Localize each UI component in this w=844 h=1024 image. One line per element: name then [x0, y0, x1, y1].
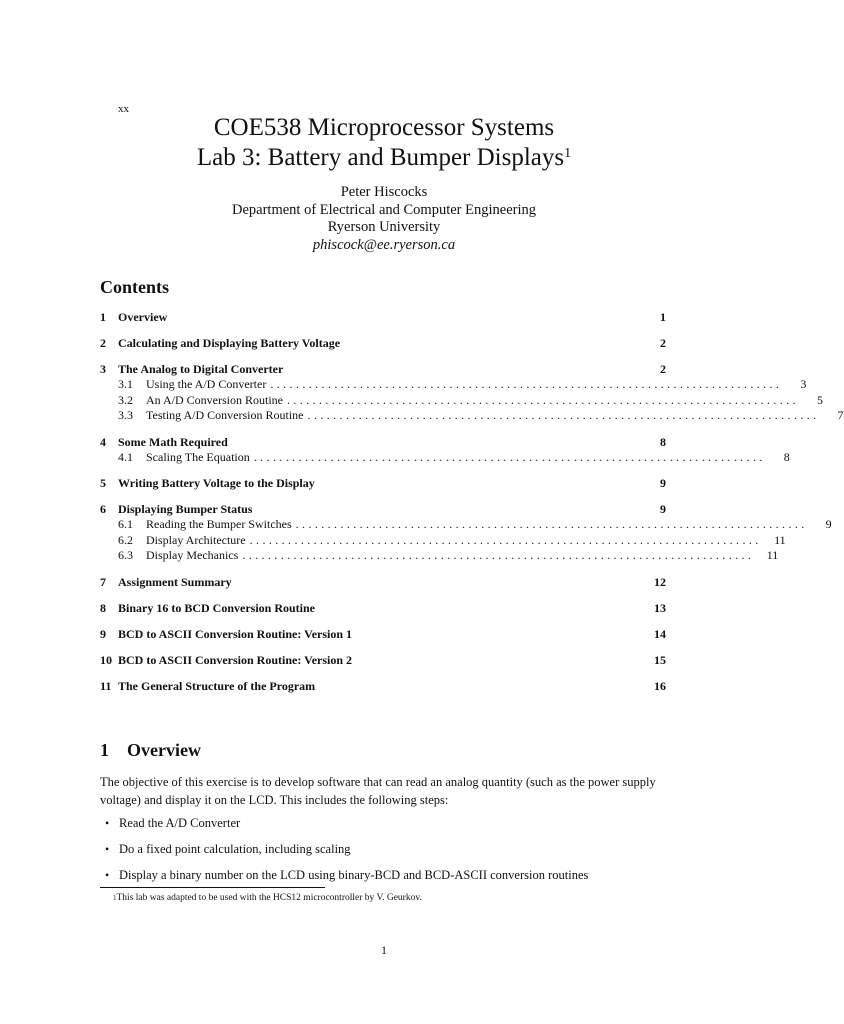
toc-subentry-title: Testing A/D Conversion Routine: [146, 408, 304, 422]
title-lab-text: Lab 3: Battery and Bumper Displays: [196, 144, 565, 171]
toc-entry-title: Binary 16 to BCD Conversion Routine: [118, 600, 316, 615]
toc-entry-title: Assignment Summary: [118, 574, 232, 589]
toc-entry-title: BCD to ASCII Conversion Routine: Version 2: [118, 652, 353, 667]
list-item: [105, 815, 665, 841]
title-footnote-marker: 1: [564, 146, 572, 161]
section-heading-overview: [100, 740, 201, 761]
toc-entry[interactable]: [100, 475, 666, 491]
toc-subentry-number: 6.1: [118, 517, 133, 531]
overview-bullet-list: [105, 815, 665, 893]
toc-entry-page: 8: [660, 434, 666, 449]
toc-entry-page: 12: [654, 574, 666, 589]
toc-section: [100, 652, 666, 668]
toc-entry-page: 2: [660, 336, 666, 350]
bullet-icon: •: [105, 816, 110, 830]
toc-subentry-page: 7: [837, 408, 844, 422]
toc-subentry[interactable]: [100, 392, 823, 409]
toc-subentry-number: 3.1: [118, 377, 133, 391]
toc-entry-number: 10: [100, 652, 112, 667]
toc-entry-title: Displaying Bumper Status: [118, 502, 253, 516]
toc-entry-number: 2: [100, 336, 106, 350]
toc-subentry-page: 11: [774, 532, 786, 547]
author-email: phiscock@ee.ryerson.ca: [312, 237, 456, 253]
section-number: 1: [100, 740, 109, 760]
toc-entry-number: 8: [100, 600, 106, 615]
toc-entry-page: 16: [654, 678, 666, 693]
list-item: [105, 867, 665, 893]
toc-section: [100, 309, 666, 325]
toc-entry-title: Overview: [118, 310, 168, 324]
toc-section: [100, 475, 666, 491]
toc-entry[interactable]: [100, 434, 666, 450]
toc-leader-dots: ................................................................................: [253, 449, 766, 464]
toc-subentry-page: 8: [783, 449, 790, 464]
bullet-icon: •: [105, 868, 110, 882]
toc-leader-dots: ................................................................................: [287, 392, 799, 407]
toc-entry-number: 3: [100, 362, 106, 376]
toc-entry-number: 5: [100, 476, 106, 490]
toc-entry-page: 13: [654, 600, 666, 615]
list-item: [105, 841, 665, 867]
toc-entry-number: 6: [100, 502, 106, 516]
toc-section: [100, 434, 790, 466]
toc-entry-title: BCD to ASCII Conversion Routine: Version 1: [118, 626, 353, 641]
toc-subentry[interactable]: [100, 517, 832, 533]
toc-subentry-page: 5: [817, 392, 823, 407]
author-name: Peter Hiscocks: [340, 184, 428, 200]
toc-entry[interactable]: [100, 574, 666, 590]
toc-entry-number: 9: [100, 626, 106, 641]
toc-subentry-title: An A/D Conversion Routine: [146, 392, 283, 407]
toc-leader-dots: ................................................................................: [307, 408, 820, 422]
toc-entry[interactable]: [100, 501, 666, 517]
author-department: Department of Electrical and Computer Engineering: [232, 202, 536, 218]
section-title: Overview: [127, 740, 201, 760]
toc-leader-dots: ................................................................................: [270, 377, 783, 391]
list-item-text: Read the A/D Converter: [119, 816, 241, 830]
toc-section: [100, 501, 832, 564]
toc-entry-page: 9: [660, 502, 666, 516]
toc-subentry-number: 3.2: [118, 392, 133, 407]
toc-entry-page: 9: [660, 476, 666, 490]
toc-subentry-title: Display Architecture: [146, 532, 246, 547]
toc-entry-page: 14: [654, 626, 666, 641]
toc-entry-page: 1: [660, 310, 666, 324]
toc-entry-page: 15: [654, 652, 666, 667]
corner-mark: xx: [118, 103, 129, 115]
toc-entry-page: 2: [660, 362, 666, 376]
toc-entry[interactable]: [100, 678, 666, 694]
toc-subentry-page: 3: [800, 377, 807, 391]
toc-subentry-title: Display Mechanics: [146, 548, 239, 562]
toc-subentry[interactable]: [100, 449, 790, 466]
toc-subentry-title: Using the A/D Converter: [146, 377, 267, 391]
toc-leader-dots: ................................................................................: [249, 532, 762, 547]
toc-leader-dots: ................................................................................: [242, 548, 755, 562]
list-item-text: Display a binary number on the LCD using binary-BCD and BCD-ASCII conversion routines: [119, 868, 589, 882]
toc-entry-number: 7: [100, 574, 106, 589]
bullet-icon: •: [105, 842, 110, 856]
toc-entry[interactable]: [100, 652, 666, 668]
table-of-contents: [100, 309, 844, 704]
toc-entry[interactable]: [100, 309, 666, 325]
toc-subentry-page: 11: [766, 548, 779, 562]
toc-section: [100, 678, 666, 694]
toc-subentry[interactable]: [100, 532, 786, 549]
toc-section: [100, 626, 666, 642]
page-number: 1: [381, 943, 387, 957]
toc-entry-title: Calculating and Displaying Battery Voltage: [118, 336, 341, 350]
toc-subentry-number: 4.1: [118, 449, 133, 464]
toc-subentry-number: 3.3: [118, 408, 133, 422]
overview-paragraph: The objective of this exercise is to develop software that can read an analog quantity (such as the power supply voltage) and display it on the LCD. This includes the following steps:: [100, 775, 656, 807]
contents-heading: Contents: [100, 277, 170, 297]
toc-entry[interactable]: [100, 626, 666, 642]
title-course: COE538 Microprocessor Systems: [213, 114, 555, 141]
toc-subentry-title: Reading the Bumper Switches: [146, 517, 292, 531]
footnote-marker: 1: [113, 894, 117, 902]
toc-subentry-page: 9: [825, 517, 832, 531]
footnote-text: This lab was adapted to be used with the HCS12 microcontroller by V. Geurkov.: [116, 893, 422, 903]
toc-entry[interactable]: [100, 335, 666, 351]
toc-entry[interactable]: [100, 361, 666, 377]
toc-entry-number: 1: [100, 310, 106, 324]
toc-section: [100, 574, 666, 590]
toc-section: [100, 335, 666, 351]
toc-entry-number: 11: [100, 678, 112, 693]
toc-subentry[interactable]: [100, 408, 844, 424]
title-lab: [0, 143, 768, 173]
toc-subentry[interactable]: [100, 377, 807, 393]
toc-subentry[interactable]: [100, 548, 779, 564]
toc-entry-number: 4: [100, 434, 106, 449]
toc-entry-title: Some Math Required: [118, 434, 228, 449]
toc-subentry-title: Scaling The Equation: [146, 449, 250, 464]
toc-section: [100, 600, 666, 616]
toc-leader-dots: ................................................................................: [295, 517, 808, 531]
toc-subentry-number: 6.2: [118, 532, 133, 547]
toc-subentry-number: 6.3: [118, 548, 133, 562]
footnote: [113, 892, 422, 904]
list-item-text: Do a fixed point calculation, including scaling: [119, 842, 351, 856]
toc-entry-title: The Analog to Digital Converter: [118, 362, 284, 376]
toc-section: [100, 361, 844, 424]
footnote-rule: [100, 887, 325, 888]
toc-entry[interactable]: [100, 600, 666, 616]
toc-entry-title: The General Structure of the Program: [118, 678, 316, 693]
author-university: Ryerson University: [327, 219, 441, 235]
toc-entry-title: Writing Battery Voltage to the Display: [118, 476, 315, 490]
